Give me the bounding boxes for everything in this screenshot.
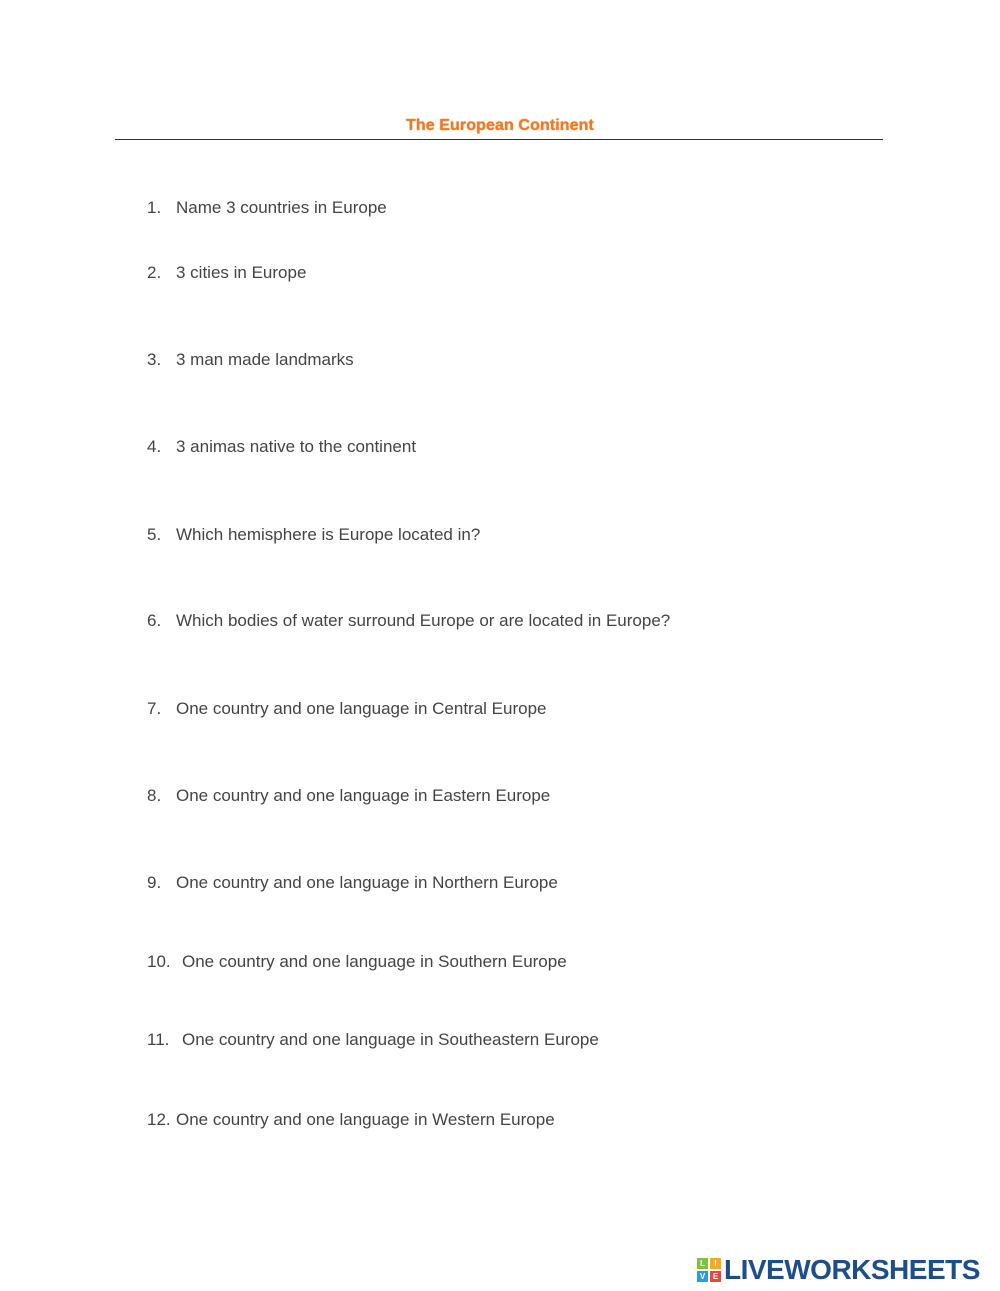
brand-name: LIVEWORKSHEETS [724, 1254, 980, 1285]
question-item [147, 873, 558, 893]
question-number: 10. [147, 952, 171, 971]
question-text: 3 man made landmarks [176, 350, 354, 369]
question-number: 8. [147, 786, 162, 805]
question-text: 3 cities in Europe [176, 263, 307, 282]
question-item [147, 699, 546, 719]
question-text: 3 animas native to the continent [176, 437, 417, 456]
logo-tile: L [697, 1258, 708, 1269]
question-text: One country and one language in Western Europe [176, 1110, 555, 1129]
question-item [147, 525, 480, 545]
question-text: One country and one language in Southeastern Europe [182, 1030, 599, 1049]
question-number: 5. [147, 525, 162, 544]
logo-tile: V [697, 1271, 708, 1282]
question-text: One country and one language in Northern Europe [176, 873, 558, 892]
page-title: The European Continent [406, 117, 594, 134]
question-number: 7. [147, 699, 162, 718]
question-text: One country and one language in Southern Europe [182, 952, 567, 971]
question-item [147, 350, 354, 370]
question-number: 4. [147, 437, 162, 456]
question-text: One country and one language in Central Europe [176, 699, 547, 718]
question-number: 12. [147, 1110, 171, 1129]
question-item [147, 611, 670, 631]
question-item [147, 437, 416, 457]
question-item [147, 952, 567, 972]
question-number: 9. [147, 873, 162, 892]
question-number: 6. [147, 611, 162, 630]
liveworksheets-logo [697, 1256, 980, 1284]
live-tiles-icon [697, 1258, 721, 1282]
title-underline [115, 139, 883, 140]
question-number: 2. [147, 263, 162, 282]
question-item [147, 1110, 555, 1130]
question-text: One country and one language in Eastern Europe [176, 786, 551, 805]
question-text: Which bodies of water surround Europe or are located in Europe? [176, 611, 671, 630]
question-text: Which hemisphere is Europe located in? [176, 525, 481, 544]
question-number: 11. [147, 1030, 170, 1049]
question-number: 3. [147, 350, 162, 369]
logo-tile: I [710, 1258, 721, 1269]
question-text: Name 3 countries in Europe [176, 198, 387, 217]
question-item [147, 198, 387, 218]
question-item [147, 1030, 599, 1050]
question-number: 1. [147, 198, 162, 217]
question-item [147, 786, 550, 806]
question-item [147, 263, 306, 283]
logo-tile: E [710, 1271, 721, 1282]
